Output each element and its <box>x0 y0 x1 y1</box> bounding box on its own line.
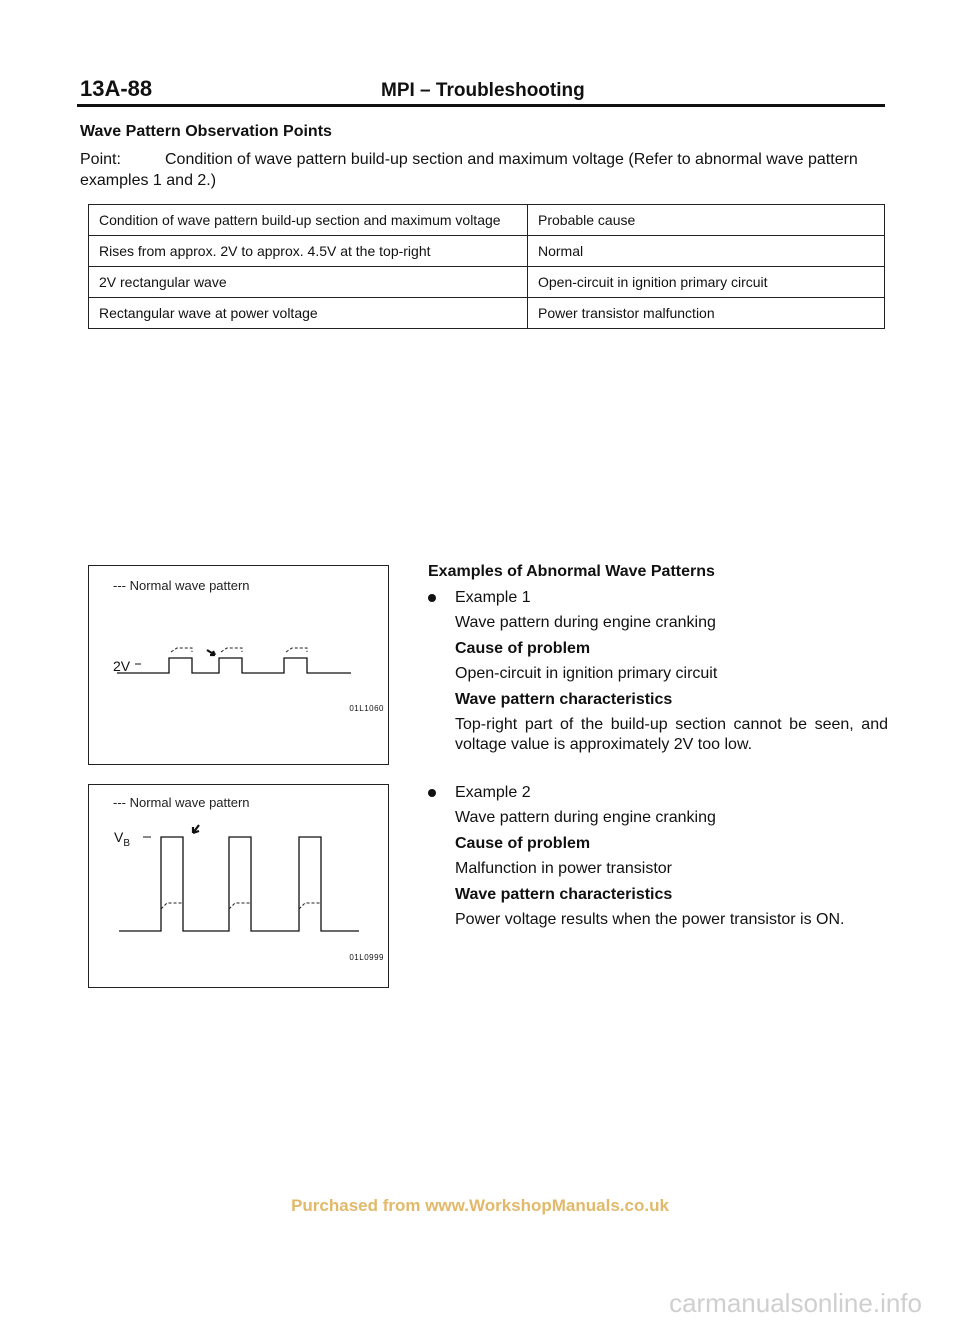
waveform-figure-example-2 <box>88 784 389 988</box>
figure-code: 01L0999 <box>349 953 384 962</box>
table-cell-condition: Rectangular wave at power voltage <box>89 298 528 329</box>
characteristics-text: Top-right part of the build-up section cannot be seen, and voltage value is approximately 2V too low. <box>455 716 888 753</box>
waveform-figure-example-1 <box>88 565 389 765</box>
cause-text: Open-circuit in ignition primary circuit <box>455 665 718 682</box>
example-condition: Wave pattern during engine cranking <box>455 809 716 826</box>
example-2-block <box>428 780 888 933</box>
cause-heading: Cause of problem <box>455 639 591 657</box>
bullet-icon <box>428 789 436 797</box>
purchase-note: Purchased from www.WorkshopManuals.co.uk <box>291 1196 669 1215</box>
site-watermark: carmanualsonline.info <box>669 1288 922 1318</box>
characteristics-heading: Wave pattern characteristics <box>455 885 673 903</box>
table-row <box>89 298 885 329</box>
table-row <box>89 236 885 267</box>
example-condition: Wave pattern during engine cranking <box>455 614 716 631</box>
figure-legend: --- Normal wave pattern <box>113 578 250 593</box>
point-text: Condition of wave pattern build-up section and maximum voltage (Refer to abnormal wave pattern examples 1 and 2.) <box>80 151 858 189</box>
table-cell-condition: Rises from approx. 2V to approx. 4.5V at the top-right <box>89 236 528 267</box>
example-1-block <box>428 585 888 755</box>
example-1-title-line <box>428 585 888 610</box>
abnormal-wave <box>119 837 359 931</box>
level-label-vb <box>114 829 130 849</box>
table-cell-condition: 2V rectangular wave <box>89 267 528 298</box>
level-label-v: V <box>114 829 124 845</box>
table-cell-cause: Normal <box>528 236 885 267</box>
examples-heading: Examples of Abnormal Wave Patterns <box>428 563 715 580</box>
point-label: Point: <box>80 151 121 168</box>
bullet-icon <box>428 594 436 602</box>
table-cell-cause: Open-circuit in ignition primary circuit <box>528 267 885 298</box>
waveform-diagram <box>89 785 390 989</box>
normal-wave-dashed <box>171 648 307 652</box>
characteristics-heading: Wave pattern characteristics <box>455 690 673 708</box>
header-rule <box>77 104 885 107</box>
table-row <box>89 267 885 298</box>
section-title: Wave Pattern Observation Points <box>80 123 332 140</box>
figure-code: 01L1060 <box>349 704 384 713</box>
arrow-icon <box>193 825 199 833</box>
example-name: Example 2 <box>455 784 531 801</box>
page-title: MPI – Troubleshooting <box>381 80 585 101</box>
point-paragraph <box>80 149 886 191</box>
page-code: 13A-88 <box>80 76 153 101</box>
table-header-row <box>89 205 885 236</box>
table-cell-cause: Power transistor malfunction <box>528 298 885 329</box>
example-2-title-line <box>428 780 888 805</box>
characteristics-text: Power voltage results when the power transistor is ON. <box>455 911 845 928</box>
abnormal-wave <box>117 658 351 673</box>
normal-wave-dashed <box>161 903 321 909</box>
table-header-condition: Condition of wave pattern build-up section and maximum voltage <box>89 205 528 236</box>
level-label-2v: 2V <box>113 658 131 674</box>
cause-heading: Cause of problem <box>455 834 591 852</box>
arrow-icon <box>207 650 215 655</box>
probable-cause-table <box>88 204 885 329</box>
table-header-cause: Probable cause <box>528 205 885 236</box>
cause-text: Malfunction in power transistor <box>455 860 672 877</box>
waveform-diagram <box>89 566 390 766</box>
level-label-sub: B <box>123 837 131 849</box>
example-name: Example 1 <box>455 589 531 606</box>
figure-legend: --- Normal wave pattern <box>113 795 250 810</box>
